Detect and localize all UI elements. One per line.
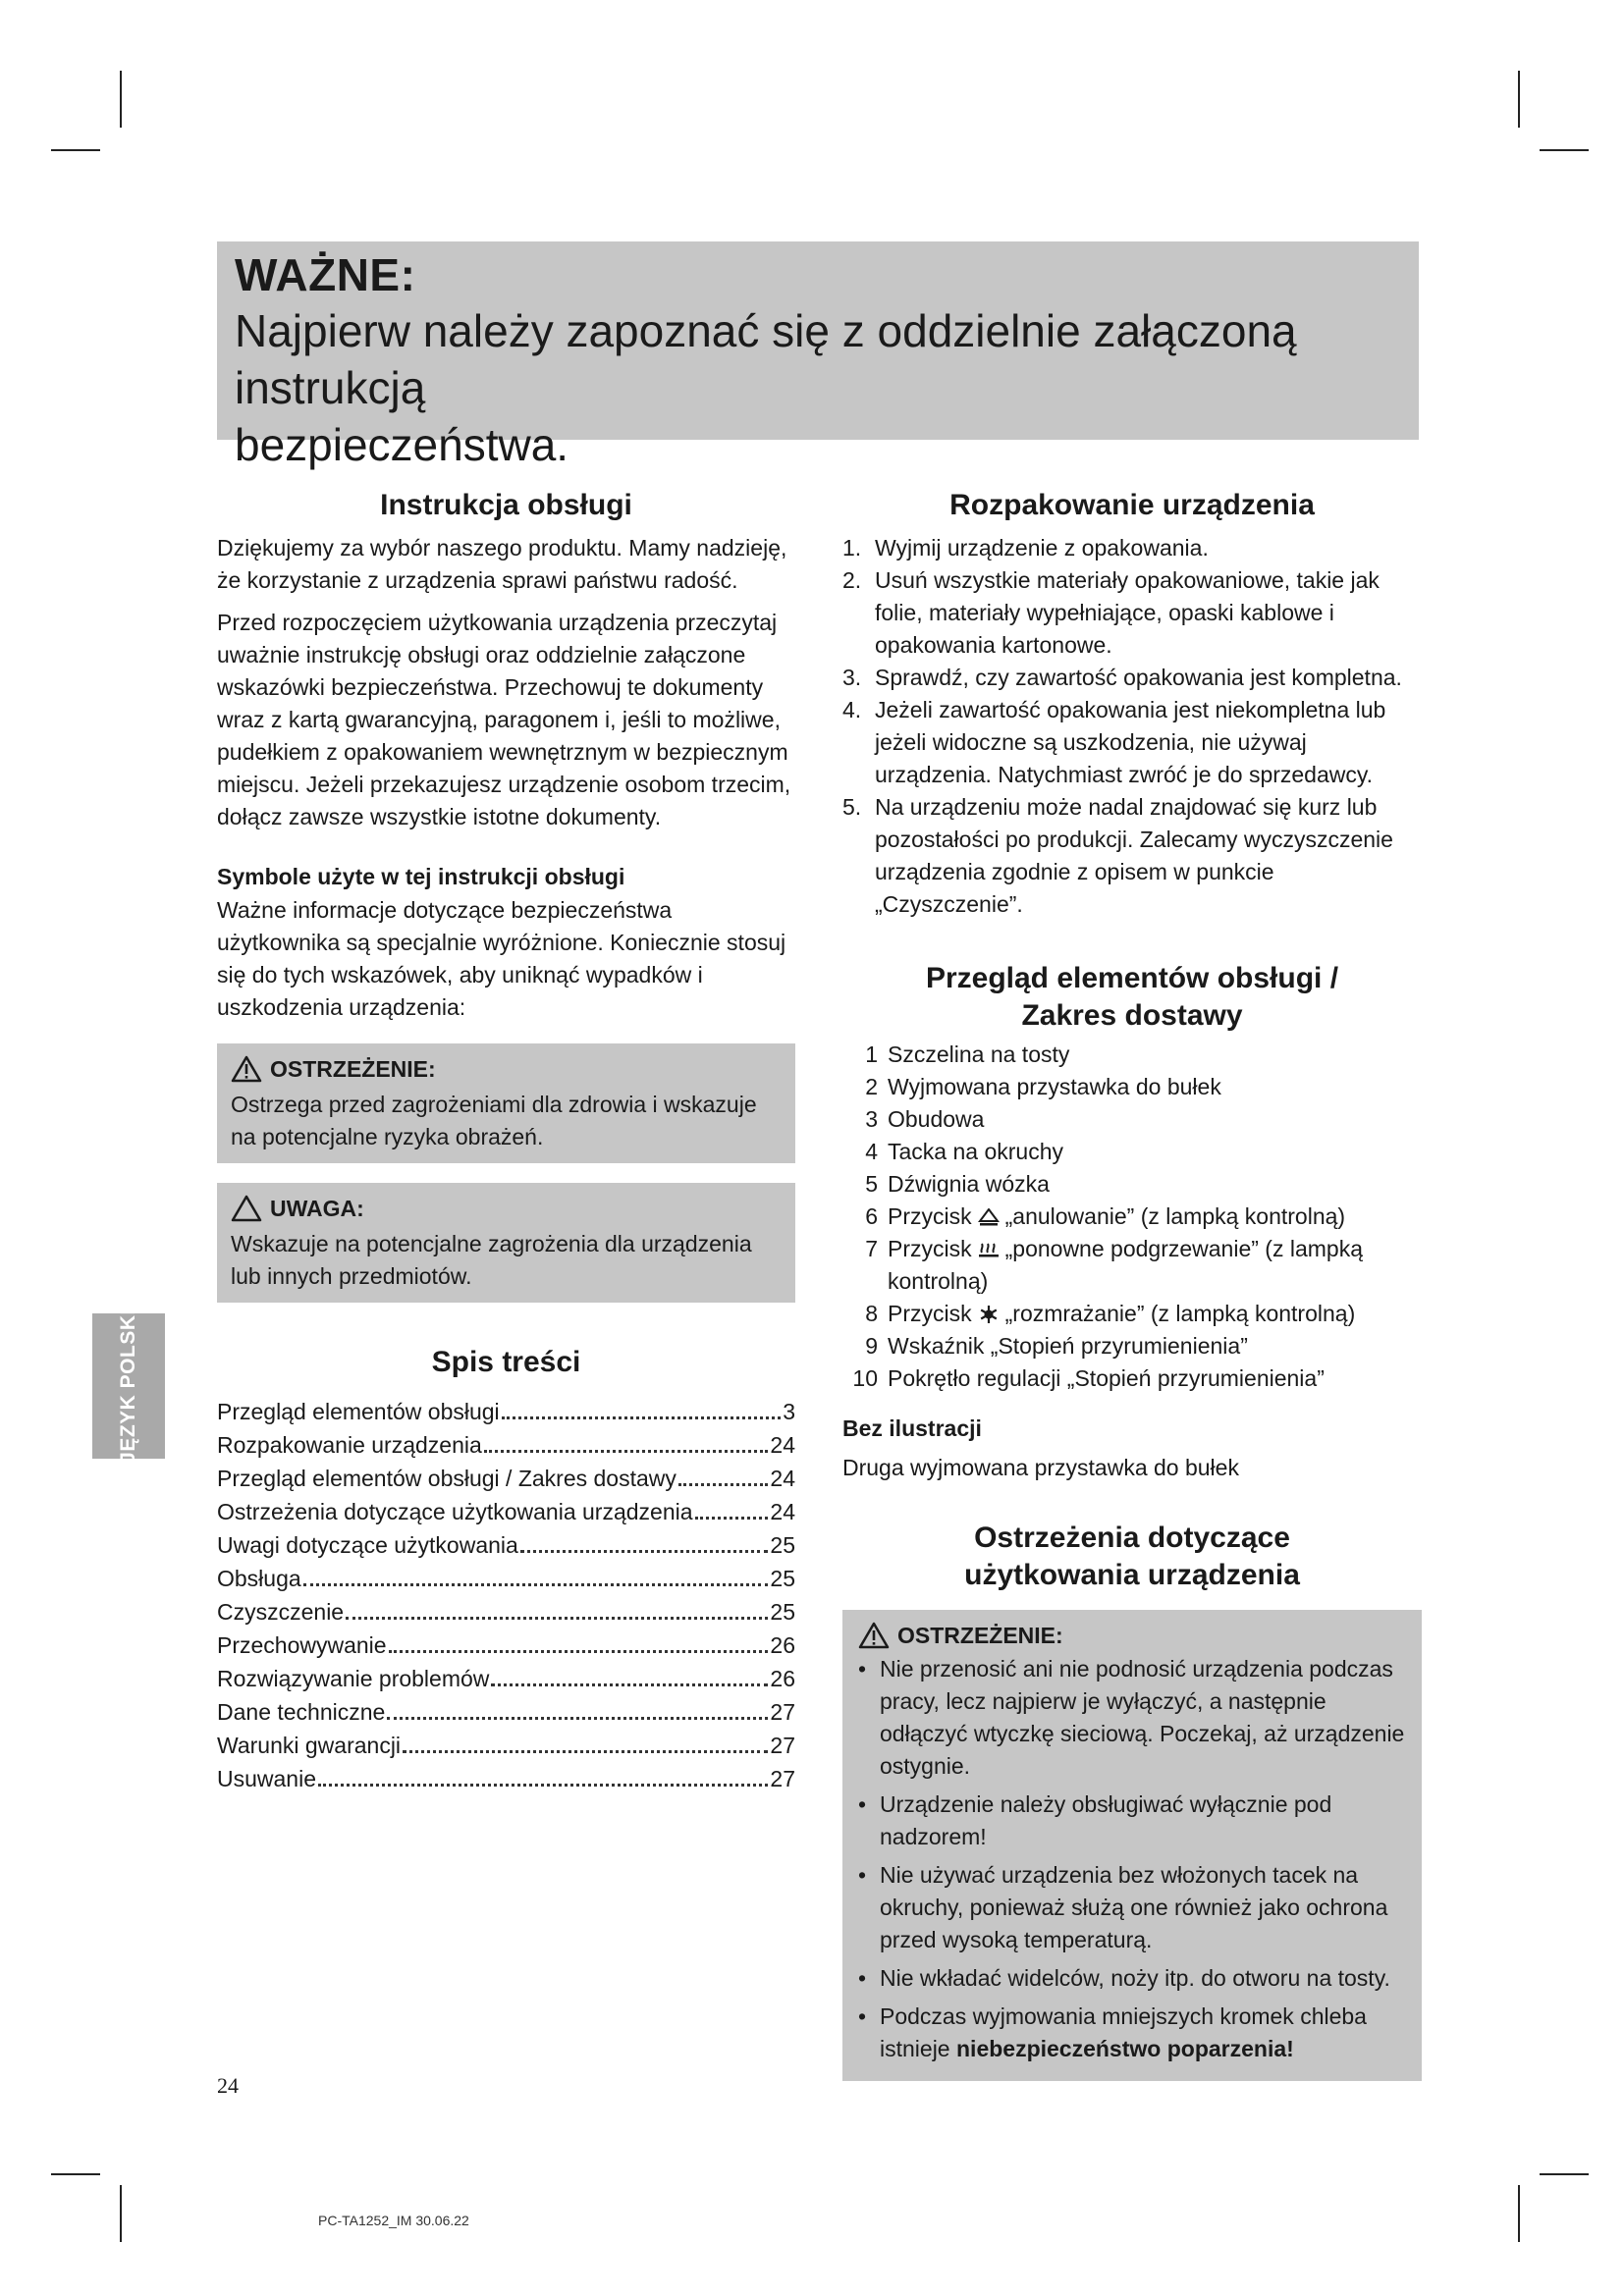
- toc-page: 27: [770, 1733, 795, 1758]
- toc-row: [217, 1629, 795, 1662]
- toc-label: Uwagi dotyczące użytkowania: [217, 1532, 518, 1558]
- toc-row: [217, 1695, 795, 1729]
- toc-page: 3: [783, 1399, 795, 1424]
- toc-page: 25: [770, 1566, 795, 1591]
- toc-leader: [678, 1483, 769, 1486]
- unpack-step: [842, 694, 1422, 791]
- part-item: [842, 1298, 1422, 1330]
- warning-triangle-icon: [231, 1055, 262, 1083]
- toc-label: Obsługa: [217, 1566, 301, 1591]
- toc-row: [217, 1495, 795, 1528]
- caution-title: UWAGA:: [270, 1196, 364, 1221]
- footer-code: PC-TA1252_IM 30.06.22: [318, 2213, 469, 2228]
- toc-leader: [346, 1617, 768, 1620]
- burn-danger-text: niebezpieczeństwo poparzenia!: [956, 2036, 1294, 2061]
- step-text: Wyjmij urządzenie z opakowania.: [875, 535, 1209, 561]
- part-number: 5: [865, 1171, 878, 1197]
- toc-page: 24: [770, 1499, 795, 1524]
- unpack-step: [842, 564, 1422, 662]
- step-text: Na urządzeniu może nadal znajdować się kurz lub pozostałości po produkcji. Zalecamy wyczyszczenie urządzenia zgodnie z opisem w punkcie „Czyszczenie”.: [875, 794, 1393, 917]
- part-item: [842, 1201, 1422, 1233]
- unpack-step: [842, 532, 1422, 564]
- part-item: [842, 1362, 1422, 1395]
- overview-heading-2: Zakres dostawy: [1021, 999, 1243, 1032]
- toc-heading: Spis treści: [431, 1346, 581, 1378]
- part-description: [888, 1071, 1221, 1103]
- warning-bullet: • Nie wkładać widelców, noży itp. do otworu na tosty.: [850, 1962, 1408, 1995]
- no-illustration-text: Druga wyjmowana przystawka do bułek: [842, 1455, 1239, 1480]
- part-label: Przycisk: [888, 1236, 972, 1261]
- toc-label: Rozwiązywanie problemów: [217, 1666, 490, 1691]
- banner-title: WAŻNE:: [235, 249, 416, 300]
- step-number: 1.: [842, 535, 862, 561]
- part-description: [888, 1103, 984, 1136]
- unpack-step: [842, 662, 1422, 694]
- crop-mark: [51, 149, 100, 151]
- warnings-heading-2: użytkowania urządzenia: [964, 1559, 1300, 1591]
- toc-leader: [502, 1416, 782, 1419]
- part-number: 4: [865, 1139, 878, 1164]
- symbols-heading: Symbole użyte w tej instrukcji obsługi: [217, 864, 625, 889]
- manual-instructions: Przed rozpoczęciem użytkowania urządzenia przeczytaj uważnie instrukcję obsługi oraz oddzielnie załączone wskazówki bezpieczeństwa. Przechowuj te dokumenty wraz z kartą gwarancyjną, paragonem i, jeśli to możliwe, pudełkiem z opakowaniem wewnętrznym w bezpiecznym miejscu. Jeżeli przekazujesz urządzenie osobom trzecim, dołącz zawsze wszystkie istotne dokumenty.: [217, 610, 791, 829]
- toc-leader: [389, 1650, 769, 1653]
- toc-page: 25: [770, 1532, 795, 1558]
- part-label: Szczelina na tosty: [888, 1041, 1070, 1067]
- warning-bullet: • Urządzenie należy obsługiwać wyłącznie pod nadzorem!: [850, 1789, 1408, 1853]
- caution-symbol-box: [217, 1183, 795, 1303]
- part-number: 2: [865, 1074, 878, 1099]
- part-item: [842, 1071, 1422, 1103]
- part-description: [888, 1168, 1050, 1201]
- part-function: „rozmrażanie” (z lampką kontrolną): [1004, 1301, 1356, 1326]
- part-description: [888, 1362, 1325, 1395]
- unpack-steps: [842, 532, 1422, 921]
- step-number: 3.: [842, 665, 862, 690]
- toc-label: Usuwanie: [217, 1766, 316, 1791]
- toc-leader: [695, 1517, 769, 1520]
- important-banner: [217, 241, 1419, 470]
- toc-leader: [484, 1450, 769, 1453]
- toc-row: [217, 1595, 795, 1629]
- toc-label: Dane techniczne: [217, 1699, 386, 1725]
- warning-text: Ostrzega przed zagrożeniami dla zdrowia i wskazuje na potencjalne ryzyka obrażeń.: [231, 1092, 757, 1149]
- part-number: 1: [865, 1041, 878, 1067]
- toc-label: Warunki gwarancji: [217, 1733, 402, 1758]
- toc-label: Przechowywanie: [217, 1632, 387, 1658]
- part-label: Obudowa: [888, 1106, 985, 1132]
- toc-leader: [318, 1784, 768, 1787]
- part-label: Dźwignia wózka: [888, 1171, 1050, 1197]
- toc-label: Ostrzeżenia dotyczące użytkowania urządzenia: [217, 1499, 693, 1524]
- usage-warning-box: [842, 1610, 1422, 2081]
- part-description: [888, 1201, 1345, 1233]
- part-item: [842, 1330, 1422, 1362]
- toc-leader: [491, 1683, 768, 1686]
- banner-line-2: bezpieczeństwa.: [235, 419, 569, 470]
- part-number: 10: [852, 1365, 878, 1391]
- page-number: 24: [217, 2073, 239, 2098]
- toc-leader: [303, 1583, 769, 1586]
- warnings-heading-1: Ostrzeżenia dotyczące: [974, 1522, 1290, 1554]
- warning-triangle-icon: [858, 1622, 890, 1649]
- parts-list: [842, 1039, 1422, 1395]
- right-column: [842, 481, 1422, 2081]
- banner-line-1: Najpierw należy zapoznać się z oddzielnie załączoną instrukcją: [235, 305, 1297, 413]
- toc-label: Przegląd elementów obsługi: [217, 1399, 500, 1424]
- warning-bullet: [850, 2001, 1408, 2065]
- defrost-icon: [978, 1301, 1000, 1326]
- toc-page: 25: [770, 1599, 795, 1625]
- symbols-text: Ważne informacje dotyczące bezpieczeństwa użytkownika są specjalnie wyróżnione. Koniecznie stosuj się do tych wskazówek, aby uniknąć wypadków i uszkodzenia urządzenia:: [217, 897, 786, 1020]
- language-tab: [92, 1308, 165, 1464]
- toc-page: 27: [770, 1766, 795, 1791]
- no-illustration-heading: Bez ilustracji: [842, 1415, 982, 1441]
- part-description: [888, 1039, 1069, 1071]
- caution-text: Wskazuje na potencjalne zagrożenia dla urządzenia lub innych przedmiotów.: [231, 1231, 752, 1289]
- part-label: Pokrętło regulacji „Stopień przyrumienienia”: [888, 1365, 1325, 1391]
- crop-mark: [1518, 2185, 1520, 2242]
- usage-warning-title: OSTRZEŻENIE:: [897, 1623, 1063, 1648]
- part-label: Tacka na okruchy: [888, 1139, 1063, 1164]
- step-text: Sprawdź, czy zawartość opakowania jest kompletna.: [875, 665, 1402, 690]
- part-item: [842, 1136, 1422, 1168]
- step-number: 5.: [842, 794, 862, 820]
- part-number: 7: [865, 1236, 878, 1261]
- part-item: [842, 1103, 1422, 1136]
- toc-row: [217, 1428, 795, 1462]
- reheat-icon: [978, 1236, 1000, 1261]
- toc-label: Rozpakowanie urządzenia: [217, 1432, 482, 1458]
- crop-mark: [1540, 149, 1589, 151]
- toc-page: 26: [770, 1666, 795, 1691]
- toc-leader: [520, 1550, 769, 1553]
- toc-row: [217, 1528, 795, 1562]
- unpack-heading: Rozpakowanie urządzenia: [949, 489, 1315, 521]
- toc-row: [217, 1762, 795, 1795]
- part-item: [842, 1168, 1422, 1201]
- toc-row: [217, 1462, 795, 1495]
- toc-row: [217, 1562, 795, 1595]
- cancel-icon: [978, 1203, 1000, 1229]
- step-number: 2.: [842, 567, 862, 593]
- part-label: Wyjmowana przystawka do bułek: [888, 1074, 1221, 1099]
- crop-mark: [1540, 2173, 1589, 2175]
- part-number: 9: [865, 1333, 878, 1359]
- toc-label: Czyszczenie: [217, 1599, 345, 1625]
- warning-symbol-box: [217, 1043, 795, 1163]
- part-function: „anulowanie” (z lampką kontrolną): [1004, 1203, 1346, 1229]
- crop-mark: [120, 71, 122, 128]
- warning-title: OSTRZEŻENIE:: [270, 1056, 436, 1082]
- crop-mark: [120, 2185, 122, 2242]
- crop-mark: [51, 2173, 100, 2175]
- toc-page: 27: [770, 1699, 795, 1725]
- toc-leader: [387, 1717, 768, 1720]
- toc-row: [217, 1729, 795, 1762]
- part-label: Przycisk: [888, 1203, 972, 1229]
- table-of-contents: [217, 1395, 795, 1795]
- part-item: [842, 1039, 1422, 1071]
- warning-bullet: • Nie przenosić ani nie podnosić urządzenia podczas pracy, lecz najpierw je wyłączyć, a następnie odłączyć wtyczkę sieciową. Poczekaj, aż urządzenie ostygnie.: [850, 1653, 1408, 1783]
- manual-intro: Dziękujemy za wybór naszego produktu. Mamy nadzieję, że korzystanie z urządzenia sprawi państwu radość.: [217, 535, 787, 593]
- toc-page: 24: [770, 1466, 795, 1491]
- toc-page: 26: [770, 1632, 795, 1658]
- part-description: [888, 1233, 1422, 1298]
- overview-heading-1: Przegląd elementów obsługi /: [925, 962, 1339, 994]
- unpack-step: [842, 791, 1422, 921]
- step-text: Jeżeli zawartość opakowania jest niekompletna lub jeżeli widoczne są uszkodzenia, nie używaj urządzenia. Natychmiast zwróć je do sprzedawcy.: [875, 697, 1386, 787]
- step-number: 4.: [842, 697, 862, 722]
- part-description: [888, 1136, 1063, 1168]
- part-label: Przycisk: [888, 1301, 972, 1326]
- part-description: [888, 1330, 1248, 1362]
- warning-bullet: • Nie używać urządzenia bez włożonych tacek na okruchy, ponieważ służą one również jako ochrona przed wysoką temperaturą.: [850, 1859, 1408, 1956]
- toc-row: [217, 1395, 795, 1428]
- part-number: 8: [865, 1301, 878, 1326]
- part-label: Wskaźnik „Stopień przyrumienienia”: [888, 1333, 1248, 1359]
- toc-row: [217, 1662, 795, 1695]
- toc-leader: [403, 1750, 768, 1753]
- part-function: „ponowne podgrzewanie” (z lampką kontrolną): [888, 1236, 1363, 1294]
- step-text: Usuń wszystkie materiały opakowaniowe, takie jak folie, materiały wypełniające, opaski kablowe i opakowania kartonowe.: [875, 567, 1380, 658]
- part-number: 6: [865, 1203, 878, 1229]
- left-column: [217, 481, 795, 1795]
- part-item: [842, 1233, 1422, 1298]
- part-number: 3: [865, 1106, 878, 1132]
- toc-label: Przegląd elementów obsługi / Zakres dostawy: [217, 1466, 677, 1491]
- warning-bullet-text: Podczas wyjmowania mniejszych kromek chleba istnieje: [880, 2003, 1367, 2061]
- usage-warning-list: [850, 1653, 1408, 2065]
- caution-triangle-icon: [231, 1195, 262, 1222]
- toc-page: 24: [770, 1432, 795, 1458]
- manual-heading: Instrukcja obsługi: [380, 489, 632, 521]
- language-tab-label: JĘZYK POLSKI: [117, 1308, 140, 1464]
- part-description: [888, 1298, 1355, 1330]
- crop-mark: [1518, 71, 1520, 128]
